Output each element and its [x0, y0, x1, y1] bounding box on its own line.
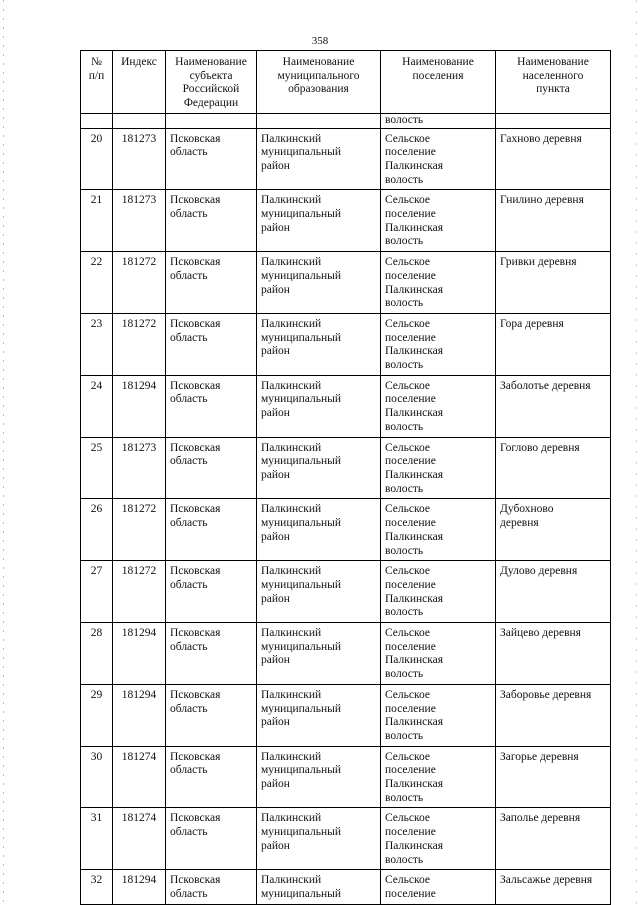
table-cell: Дубохново деревня: [496, 499, 611, 561]
table-cell: Псковская область: [166, 190, 257, 252]
table-cell: Палкинский муниципальный район: [257, 375, 381, 437]
table-row: [81, 252, 611, 314]
table-row: [81, 437, 611, 499]
table-cell: Палкинский муниципальный район: [257, 746, 381, 808]
table-cell: Псковская область: [166, 623, 257, 685]
table-row: [81, 870, 611, 904]
table-cell: Псковская область: [166, 746, 257, 808]
table-cell: Сельское поселение Палкинская волость: [381, 684, 496, 746]
table-cell: Сельское поселение Палкинская волость: [381, 375, 496, 437]
table-cell: 181273: [113, 437, 166, 499]
page-number: 358: [311, 35, 329, 47]
table-cell: Сельское поселение Палкинская волость: [381, 252, 496, 314]
table-cell: [496, 113, 611, 128]
header-settlement: Наименование поселения: [381, 51, 496, 114]
table-cell: волость: [381, 113, 496, 128]
table-cell: Псковская область: [166, 499, 257, 561]
table-row: [81, 746, 611, 808]
table-cell: Псковская область: [166, 561, 257, 623]
table-cell: Гоглово деревня: [496, 437, 611, 499]
table-cell: 28: [81, 623, 113, 685]
table-row: [81, 499, 611, 561]
table-cell: 31: [81, 808, 113, 870]
table-row: [81, 684, 611, 746]
table-cell: Гахново деревня: [496, 128, 611, 190]
table-cell: Заболотье деревня: [496, 375, 611, 437]
table-row: [81, 623, 611, 685]
table-cell: 23: [81, 313, 113, 375]
table-cell: 22: [81, 252, 113, 314]
table-cell: Дулово деревня: [496, 561, 611, 623]
table-row: [81, 808, 611, 870]
table-cell: 30: [81, 746, 113, 808]
table-cell: 24: [81, 375, 113, 437]
table-cell: Сельское поселение Палкинская волость: [381, 128, 496, 190]
table-cell: 181274: [113, 746, 166, 808]
table-cell: Сельское поселение Палкинская волость: [381, 437, 496, 499]
table-cell: Сельское поселение Палкинская волость: [381, 190, 496, 252]
table-cell: Сельское поселение Палкинская волость: [381, 746, 496, 808]
table-cell: Загорье деревня: [496, 746, 611, 808]
table-cell: Сельское поселение Палкинская волость: [381, 623, 496, 685]
table-cell: 181294: [113, 684, 166, 746]
table-cell: 181273: [113, 190, 166, 252]
table-cell: 20: [81, 128, 113, 190]
header-number: № п/п: [81, 51, 113, 114]
settlements-table: [80, 50, 611, 905]
table-row: [81, 190, 611, 252]
scan-edge-left: [3, 0, 4, 905]
table-cell: 181272: [113, 252, 166, 314]
table-cell: Сельское поселение Палкинская волость: [381, 499, 496, 561]
table-cell: Сельское поселение Палкинская волость: [381, 313, 496, 375]
table-cell: Палкинский муниципальный район: [257, 561, 381, 623]
table-cell: 181272: [113, 499, 166, 561]
table-cell: Сельское поселение Палкинская волость: [381, 808, 496, 870]
table-cell: Псковская область: [166, 375, 257, 437]
table-cell: 25: [81, 437, 113, 499]
table-cell: 181294: [113, 375, 166, 437]
table-cell: 181274: [113, 808, 166, 870]
table-cell: Палкинский муниципальный район: [257, 808, 381, 870]
table-cell: Гора деревня: [496, 313, 611, 375]
table-cell: 26: [81, 499, 113, 561]
table-cell: Палкинский муниципальный район: [257, 252, 381, 314]
table-cell: 181272: [113, 313, 166, 375]
table-cell: Псковская область: [166, 684, 257, 746]
table-cell: Псковская область: [166, 437, 257, 499]
table-cell: Заборовье деревня: [496, 684, 611, 746]
table-cell: 27: [81, 561, 113, 623]
table-cell: 29: [81, 684, 113, 746]
table-cell: 181294: [113, 870, 166, 904]
table-cell: Палкинский муниципальный район: [257, 437, 381, 499]
table-cell: 21: [81, 190, 113, 252]
table-cell: Палкинский муниципальный: [257, 870, 381, 904]
table-cell: Сельское поселение Палкинская волость: [381, 561, 496, 623]
table-cell: 32: [81, 870, 113, 904]
header-municipality: Наименование муниципального образования: [257, 51, 381, 114]
table-cell: 181272: [113, 561, 166, 623]
table-cell: Палкинский муниципальный район: [257, 313, 381, 375]
table-cell: [113, 113, 166, 128]
table-cell: 181273: [113, 128, 166, 190]
table-cell: Гнилино деревня: [496, 190, 611, 252]
table-cell: [257, 113, 381, 128]
header-locality: Наименование населенного пункта: [496, 51, 611, 114]
table-row: [81, 128, 611, 190]
table-cell: Палкинский муниципальный район: [257, 684, 381, 746]
table-cell: Сельское поселение: [381, 870, 496, 904]
header-index: Индекс: [113, 51, 166, 114]
header-subject: Наименование субъекта Российской Федерации: [166, 51, 257, 114]
continuation-row: [81, 113, 611, 128]
table-cell: [81, 113, 113, 128]
table-cell: Псковская область: [166, 808, 257, 870]
table-cell: Палкинский муниципальный район: [257, 499, 381, 561]
table-cell: Псковская область: [166, 128, 257, 190]
table-cell: Палкинский муниципальный район: [257, 623, 381, 685]
table-row: [81, 375, 611, 437]
table-row: [81, 313, 611, 375]
table-cell: Зайцево деревня: [496, 623, 611, 685]
table-cell: Псковская область: [166, 252, 257, 314]
table-cell: Палкинский муниципальный район: [257, 128, 381, 190]
table-cell: 181294: [113, 623, 166, 685]
table-cell: Заполье деревня: [496, 808, 611, 870]
scan-edge-right: [636, 0, 637, 905]
table-cell: Гривки деревня: [496, 252, 611, 314]
table-cell: Зальсажье деревня: [496, 870, 611, 904]
table-header-row: [81, 51, 611, 114]
table-cell: Псковская область: [166, 870, 257, 904]
table-row: [81, 561, 611, 623]
table-cell: Псковская область: [166, 313, 257, 375]
table-cell: [166, 113, 257, 128]
table-cell: Палкинский муниципальный район: [257, 190, 381, 252]
